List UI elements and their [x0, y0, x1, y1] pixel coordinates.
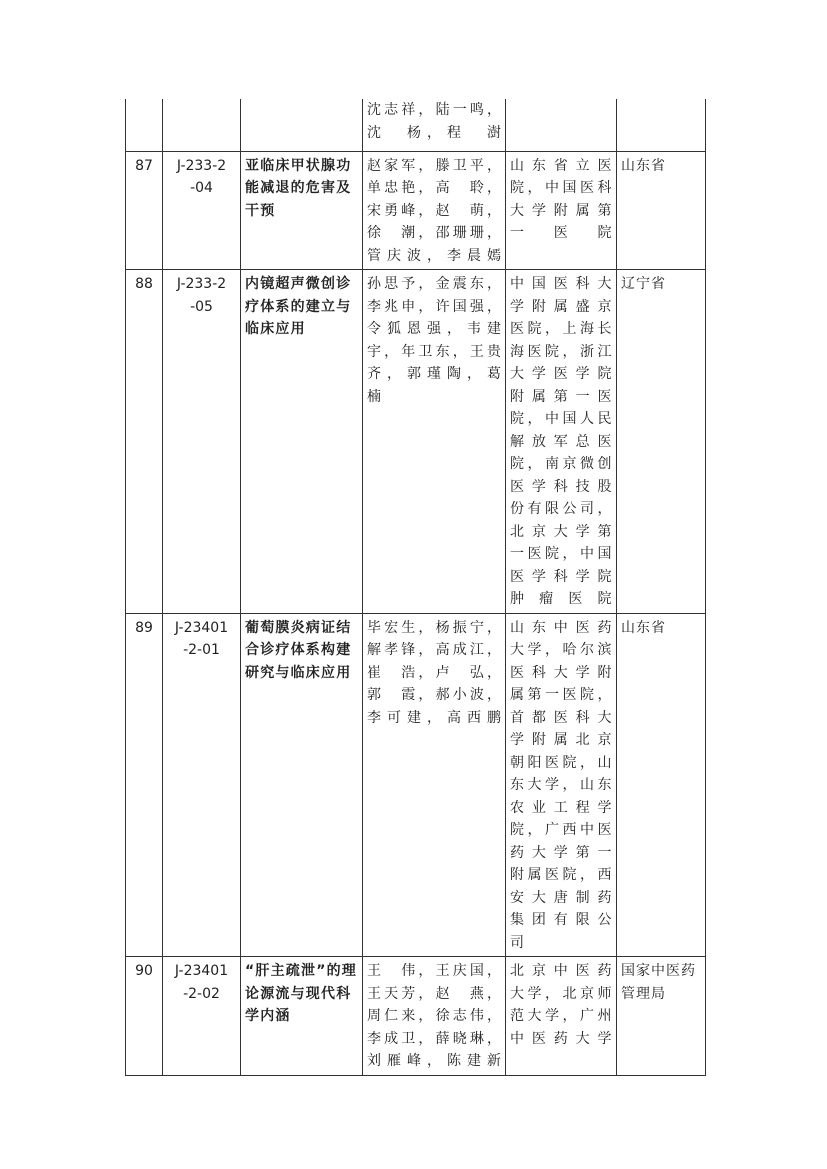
project-code-line: -2-02 [183, 985, 220, 1002]
contributors-line: 管 庆 波 ， 李 晨 嫣 [367, 247, 501, 264]
row-number: 89 [126, 613, 163, 957]
row-number: 90 [126, 957, 163, 1076]
units-line: 中 医 药 大 学 [510, 1030, 612, 1047]
project-code-line: J-23401 [174, 619, 229, 636]
table-row [126, 151, 706, 270]
recommender: 山东省 [617, 613, 706, 957]
units-line: 安 大 唐 制 药 [510, 889, 612, 906]
units-line: 份 有 限 公 司 ， [510, 501, 612, 517]
project-code-line: J-233-2 [176, 276, 227, 292]
contributors-line: 王 伟 ， 王 庆 国 ， [367, 963, 501, 979]
main-contributors [363, 270, 506, 614]
project-name: 葡萄膜炎病证结合诊疗体系构建研究与临床应用 [241, 613, 363, 957]
contributors-line: 毕 宏 生 ， 杨 振 宁 ， [367, 619, 501, 636]
units-line: 范 大 学 ， 广 州 [510, 1008, 612, 1024]
contributors-line: 李 可 建 ， 高 西 鹏 [367, 709, 501, 726]
units-line: 医 学 科 技 股 [510, 478, 612, 495]
contributors-line: 李 成 卫 ， 薛 晓 琳 ， [367, 1030, 501, 1047]
contributors-line: 孙 思 予 ， 金 震 东 ， [367, 276, 501, 292]
project-code-line: -05 [190, 298, 213, 315]
main-units [506, 151, 617, 270]
main-units [506, 270, 617, 614]
units-line: 大 学 ， 哈 尔 滨 [510, 642, 612, 658]
units-line: 大 学 ， 北 京 师 [510, 985, 612, 1002]
main-contributors [363, 99, 506, 151]
table-row [126, 613, 706, 957]
contributors-line: 齐 ， 郭 瑾 陶 ， 葛 [367, 366, 501, 382]
project-name: 内镜超声微创诊疗体系的建立与临床应用 [241, 270, 363, 614]
contributors-line: 楠 [367, 388, 381, 405]
contributors-line: 刘 雁 峰 ， 陈 建 新 [367, 1053, 501, 1069]
units-line: 学 附 属 北 京 [510, 732, 612, 748]
units-line: 司 [510, 934, 525, 951]
table-row [126, 99, 706, 151]
project-code [163, 151, 241, 270]
units-line: 农 业 工 程 学 [510, 799, 612, 816]
project-code [163, 613, 241, 957]
awards-table-body [126, 99, 706, 1075]
recommender: 国家中医药管理局 [617, 957, 706, 1076]
units-line: 附 属 医 院 ， 西 [510, 867, 612, 883]
units-line: 肿 瘤 医 院 [510, 591, 612, 607]
contributors-line: 沈 杨 ， 程 澍 [367, 124, 501, 141]
project-code-line: -04 [190, 180, 213, 196]
row-number: 87 [126, 151, 163, 270]
units-line: 医 科 大 学 附 [510, 664, 612, 681]
table-row [126, 270, 706, 614]
awards-table [125, 99, 706, 1076]
contributors-line: 郭 霞 ， 郝 小 波 ， [367, 687, 501, 703]
project-code-line: -2-01 [183, 642, 220, 658]
project-code [163, 270, 241, 614]
table-row [126, 957, 706, 1076]
contributors-line: 崔 浩 ， 卢 弘 ， [367, 664, 501, 681]
contributors-line: 周 仁 来 ， 徐 志 伟 ， [367, 1008, 501, 1024]
units-line: 院 ， 中 国 医 科 [510, 180, 612, 196]
project-name: “肝主疏泄”的理论源流与现代科学内涵 [241, 957, 363, 1076]
project-name: 亚临床甲状腺功能减退的危害及干预 [241, 151, 363, 270]
units-line: 集 团 有 限 公 [510, 912, 612, 928]
units-line: 学 附 属 盛 京 [510, 298, 612, 315]
units-line: 首 都 医 科 大 [510, 709, 612, 726]
recommender: 山东省 [617, 151, 706, 270]
row-number: 88 [126, 270, 163, 614]
contributors-line: 单 忠 艳 ， 高 聆 ， [367, 180, 501, 196]
units-line: 朝 阳 医 院 ， 山 [510, 754, 612, 771]
units-line: 北 京 大 学 第 [510, 523, 612, 540]
main-units [506, 99, 617, 151]
contributors-line: 李 兆 申 ， 许 国 强 ， [367, 298, 501, 315]
recommender [617, 99, 706, 151]
project-code [163, 957, 241, 1076]
contributors-line: 宋 勇 峰 ， 赵 萌 ， [367, 202, 501, 219]
project-code [163, 99, 241, 151]
units-line: 药 大 学 第 一 [510, 844, 612, 861]
units-line: 院 ， 南 京 微 创 [510, 456, 612, 472]
units-line: 医 院 ， 上 海 长 [510, 321, 612, 337]
units-line: 一 医 院 ， 中 国 [510, 546, 612, 562]
units-line: 北 京 中 医 药 [510, 963, 612, 979]
units-line: 大 学 医 学 院 [510, 366, 612, 382]
units-line: 属 第 一 医 院 ， [510, 687, 612, 703]
units-line: 海 医 院 ， 浙 江 [510, 343, 612, 360]
main-units [506, 957, 617, 1076]
contributors-line: 令 狐 恩 强 ， 韦 建 [367, 321, 501, 337]
units-line: 医 学 科 学 院 [510, 568, 612, 585]
units-line: 院 ， 中 国 人 民 [510, 411, 612, 427]
main-contributors [363, 613, 506, 957]
contributors-line: 王 天 芳 ， 赵 燕 ， [367, 985, 501, 1002]
units-line: 中 国 医 科 大 [510, 276, 612, 292]
row-number [126, 99, 163, 151]
main-contributors [363, 957, 506, 1076]
units-line: 大 学 附 属 第 [510, 202, 612, 219]
units-line: 一 医 院 [510, 225, 612, 241]
units-line: 东 大 学 ， 山 东 [510, 777, 612, 793]
contributors-line: 解 孝 锋 ， 高 成 江 ， [367, 642, 501, 658]
main-units [506, 613, 617, 957]
project-code-line: J-233-2 [176, 157, 227, 174]
units-line: 院 ， 广 西 中 医 [510, 822, 612, 838]
units-line: 山 东 中 医 药 [510, 619, 612, 636]
contributors-line: 赵 家 军 ， 滕 卫 平 ， [367, 157, 501, 174]
units-line: 解 放 军 总 医 [510, 433, 612, 450]
project-code-line: J-23401 [174, 963, 229, 979]
contributors-line: 沈 志 祥 ， 陆 一 鸣 ， [367, 102, 501, 118]
recommender: 辽宁省 [617, 270, 706, 614]
contributors-line: 宇 ， 年 卫 东 ， 王 贵 [367, 343, 501, 360]
project-name [241, 99, 363, 151]
units-line: 山 东 省 立 医 [510, 157, 612, 174]
units-line: 附 属 第 一 医 [510, 388, 612, 405]
main-contributors [363, 151, 506, 270]
contributors-line: 徐 潮 ， 邵 珊 珊 ， [367, 225, 501, 241]
